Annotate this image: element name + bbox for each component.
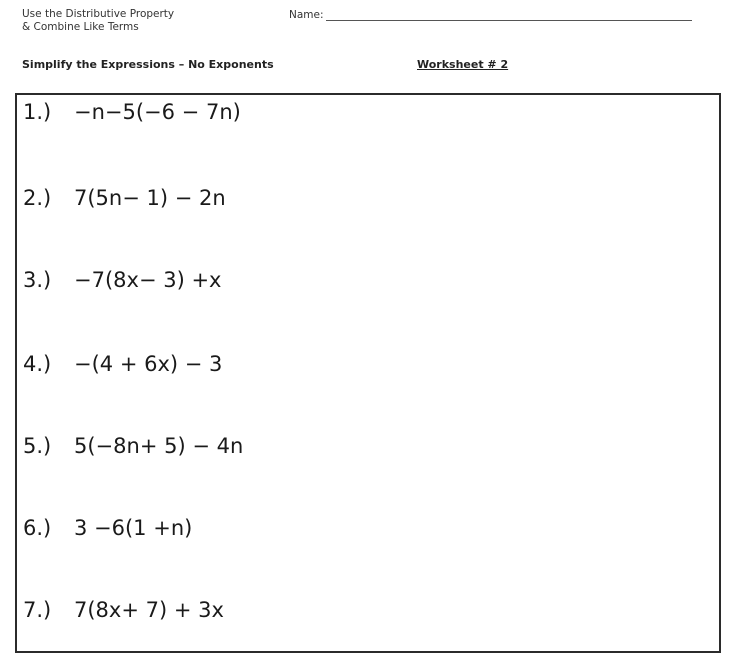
problem-number: 3.)	[23, 268, 52, 292]
instructions-line-1: Use the Distributive Property	[22, 8, 175, 20]
problem-number: 7.)	[23, 598, 52, 622]
problem-expression: 7(5n− 1) − 2n	[74, 186, 226, 210]
problem-expression: 3 −6(1 +n)	[74, 516, 193, 540]
problem-5	[23, 434, 243, 458]
problem-number: 4.)	[23, 352, 52, 376]
worksheet-subtitle: Simplify the Expressions – No Exponents	[22, 58, 274, 71]
problem-expression: 5(−8n+ 5) − 4n	[74, 434, 244, 458]
problem-number: 5.)	[23, 434, 52, 458]
worksheet-instructions	[22, 8, 174, 34]
problem-number: 2.)	[23, 186, 52, 210]
problem-number: 1.)	[23, 100, 52, 124]
problem-number: 6.)	[23, 516, 52, 540]
name-blank-line	[326, 9, 692, 21]
problem-expression: 7(8x+ 7) + 3x	[74, 598, 224, 622]
name-label: Name:	[289, 9, 324, 21]
problem-expression: −n−5(−6 − 7n)	[74, 100, 241, 124]
worksheet-number: Worksheet # 2	[417, 58, 509, 71]
problem-7	[23, 598, 224, 622]
problem-1	[23, 100, 241, 124]
problem-box	[15, 93, 721, 653]
problem-4	[23, 352, 222, 376]
name-field-row	[289, 9, 692, 21]
instructions-line-2: & Combine Like Terms	[22, 21, 139, 33]
problem-6	[23, 516, 192, 540]
problem-3	[23, 268, 221, 292]
problem-expression: −7(8x− 3) +x	[74, 268, 222, 292]
problem-2	[23, 186, 226, 210]
problem-expression: −(4 + 6x) − 3	[74, 352, 223, 376]
